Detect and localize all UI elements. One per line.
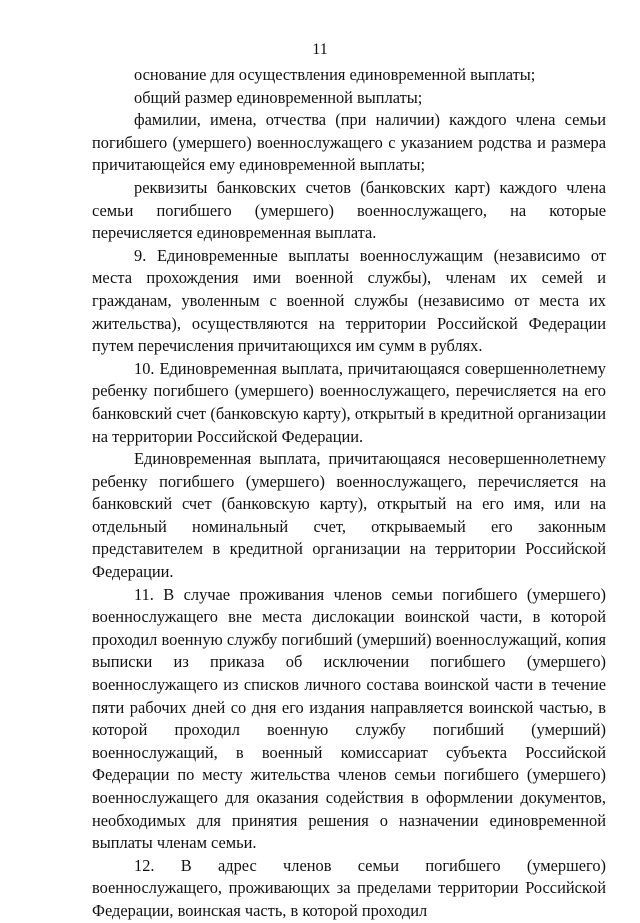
document-body: [92, 64, 606, 923]
paragraph-item-12: 12. В адрес членов семьи погибшего (умершего) военнослужащего, проживающих за пределами территории Российской Федерации, воинская часть, в которой проходил: [92, 855, 606, 920]
paragraph-item-9: 9. Единовременные выплаты военнослужащим (независимо от места прохождения ими военной службы), членам их семей и гражданам, уволенным с военной службы (независимо от места их жительства), осуществляются на территории Российской Федерации путем перечисления причитающихся им сумм в рублях.: [92, 245, 606, 356]
paragraph-payment-basis: основание для осуществления единовременной выплаты;: [134, 65, 536, 84]
paragraph-item-11: 11. В случае проживания членов семьи погибшего (умершего) военнослужащего вне места дислокации воинской части, в которой проходил военную службу погибший (умерший) военнослужащий, копия выписки из приказа об исключении погибшего (умершего) военнослужащего из списков личного состава воинской части в течение пяти рабочих дней со дня его издания направляется воинской частью, в которой проходил военную службу погибший (умерший) военнослужащий, в военный комиссариат субъекта Российской Федерации по месту жительства членов семьи погибшего (умершего) военнослужащего для оказания содействия в оформлении документов, необходимых для принятия решения о назначении единовременной выплаты членам семьи.: [92, 584, 606, 853]
paragraph-total-amount: общий размер единовременной выплаты;: [134, 87, 423, 107]
paragraph-minor-child: Единовременная выплата, причитающаяся несовершеннолетнему ребенку погибшего (умершего) военнослужащего, перечисляется на банковский счет (банковскую карту), открытый на его имя, или на отдельный номинальный счет, открываемый его законным представителем в кредитной организации на территории Российской Федерации.: [92, 449, 606, 582]
page-number: 11: [312, 41, 328, 58]
paragraph-bank-details: реквизиты банковских счетов (банковских карт) каждого члена семьи погибшего (умершего) военнослужащего, на которые перечисляется единовременная выплата.: [92, 177, 606, 243]
paragraph-family-members: фамилии, имена, отчества (при наличии) каждого члена семьи погибшего (умершего) военнослужащего с указанием родства и размера причитающейся ему единовременной выплаты;: [92, 110, 606, 175]
paragraph-item-10: 10. Единовременная выплата, причитающаяся совершеннолетнему ребенку погибшего (умершего) военнослужащего, перечисляется на его банковский счет (банковскую карту), открытый в кредитной организации на территории Российской Федерации.: [92, 358, 606, 446]
